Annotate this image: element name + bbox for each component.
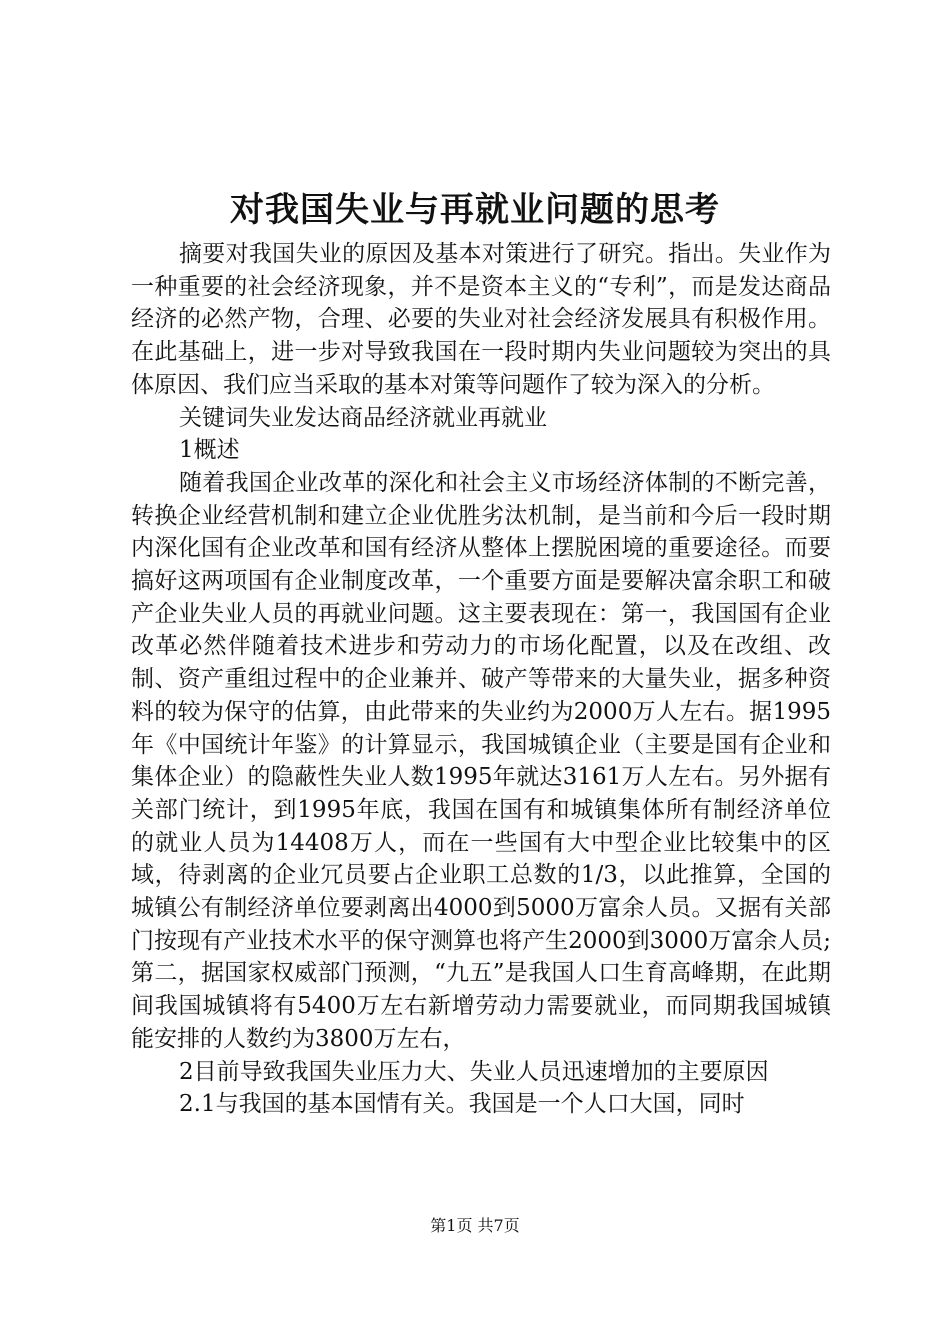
document-body bbox=[131, 238, 831, 1121]
overview-paragraph: 随着我国企业改革的深化和社会主义市场经济体制的不断完善，转换企业经营机制和建立企业优胜劣汰机制，是当前和今后一段时期内深化国有企业改革和国有经济从整体上摆脱困境的重要途径。而要搞好这两项国有企业制度改革，一个重要方面是要解决富余职工和破产企业失业人员的再就业问题。这主要表现在：第一，我国国有企业改革必然伴随着技术进步和劳动力的市场化配置，以及在改组、改制、资产重组过程中的企业兼并、破产等带来的大量失业，据多种资料的较为保守的估算，由此带来的失业约为2000万人左右。据1995年《中国统计年鉴》的计算显示，我国城镇企业（主要是国有企业和集体企业）的隐蔽性失业人数1995年就达3161万人左右。另外据有关部门统计，到1995年底，我国在国有和城镇集体所有制经济单位的就业人员为14408万人，而在一些国有大中型企业比较集中的区域，待剥离的企业冗员要占企业职工总数的1/3，以此推算，全国的城镇公有制经济单位要剥离出4000到5000万富余人员。又据有关部门按现有产业技术水平的保守测算也将产生2000到3000万富余人员;第二，据国家权威部门预测，“九五”是我国人口生育高峰期，在此期间我国城镇将有5400万左右新增劳动力需要就业，而同期我国城镇能安排的人数约为3800万左右， bbox=[131, 469, 831, 1052]
document-title: 对我国失业与再就业问题的思考 bbox=[230, 190, 720, 230]
section-heading-overview: 1概述 bbox=[179, 437, 240, 464]
page-footer: 第1页 共7页 bbox=[430, 1216, 520, 1235]
keywords-paragraph: 关键词失业发达商品经济就业再就业 bbox=[179, 404, 547, 431]
section-heading-causes: 2目前导致我国失业压力大、失业人员迅速增加的主要原因 bbox=[179, 1058, 769, 1085]
abstract-paragraph: 摘要对我国失业的原因及基本对策进行了研究。指出。失业作为一种重要的社会经济现象，并不是资本主义的“专利”，而是发达商品经济的必然产物，合理、必要的失业对社会经济发展具有积极作用。在此基础上，进一步对导致我国在一段时期内失业问题较为突出的具体原因、我们应当采取的基本对策等问题作了较为深入的分析。 bbox=[131, 241, 831, 398]
subsection-paragraph: 2.1与我国的基本国情有关。我国是一个人口大国，同时 bbox=[179, 1091, 745, 1118]
